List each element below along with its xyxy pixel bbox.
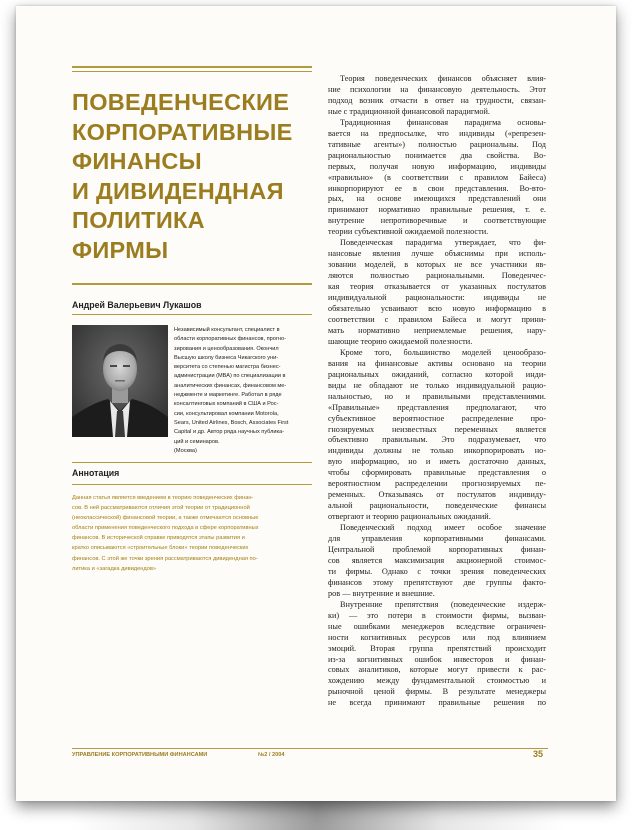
bio-line: Независимый консультант, специалист в — [174, 327, 280, 333]
abstract-line: литика и «загадка дивидендов» — [72, 565, 157, 572]
bio-line: администрации (МВА) по специализации в — [174, 373, 286, 380]
title-line: ФИНАНСЫ — [72, 148, 202, 174]
body-text-line: виды не обладают не только индивидуальной рацио- — [328, 380, 546, 390]
title-line: И ДИВИДЕНДНАЯ — [72, 177, 284, 204]
author-name: Андрей Валерьевич Лукашов — [72, 300, 202, 310]
body-text-line: ные ошибками менеджеров вследствие ограничен- — [328, 621, 546, 631]
body-text-line: мать нормативно неприемлемые решения, нару- — [328, 325, 546, 335]
body-text-line: альной рациональности, поведенческие финансы — [328, 501, 546, 511]
bio-line: неджменте и маркетинге. Работал в ряде — [174, 392, 282, 399]
abstract-line: области применения поведенческого подхода в сфере корпоративных — [72, 525, 259, 532]
body-text-line: вероятностном распределении прогнозируемых пе- — [328, 479, 546, 489]
bio-line: Высшую школу бизнеса Чикагского уни- — [174, 354, 279, 361]
body-text-line: тативные агенты») полностью рациональны. Под — [328, 139, 546, 149]
body-text-line: сов является максимизация акционерной стоимос- — [328, 555, 546, 565]
body-text-line: индивиды должны не только инкорпорировать но- — [328, 446, 546, 456]
body-text-line: ние психологии на финансовую деятельность. Этот — [328, 84, 546, 94]
title-line: ПОВЕДЕНЧЕСКИЕ — [72, 89, 290, 115]
body-text-line: теории субъективной ожидаемой полезности. — [328, 227, 489, 237]
body-text-line: рыночной ценой фирмы. В результате менеджеры — [328, 687, 546, 697]
body-text-line: соответствии с правилом Байеса и могут прини- — [328, 314, 546, 324]
body-text-line: инкорпорируют ее в свои представления. Во-вто- — [328, 183, 546, 193]
bio-line: ций и семинаров. — [174, 438, 220, 445]
abstract-line: (неоклассической) финансовой теории, а также отмечаются основные — [72, 515, 259, 522]
body-text-line: Поведенческий подход имеет особое значение — [340, 523, 546, 533]
title-line: ФИРМЫ — [72, 236, 169, 263]
body-text-line: из-за когнитивных ошибок инвесторов и финан- — [328, 654, 546, 664]
body-text-line: эмоций. Вторая группа препятствий происходит — [328, 643, 546, 653]
body-text-line: Кроме того, большинство моделей ценообразо- — [340, 347, 546, 357]
body-text-line: вается на предпосылке, что индивиды («репрезен- — [328, 128, 546, 138]
body-text-line: рых, на основе имеющихся представлений они — [328, 194, 546, 204]
abstract-line: сов. В ней рассматриваются отличия этой теории от традиционной — [72, 505, 250, 512]
annotation-rule — [72, 484, 312, 485]
body-text-line: внутренне непротиворечивые и соответствующие — [328, 216, 546, 226]
bio-line: области корпоративных финансов, прогно- — [174, 336, 286, 343]
abstract-text — [72, 493, 312, 574]
body-text-line: «правильно» (в соответствии с правилом Байеса) — [328, 172, 546, 182]
body-text-line: ности когнитивных ресурсов или под влиянием — [328, 632, 546, 642]
title-bottom-rule — [72, 283, 312, 285]
body-text-line: для управления корпоративными финансами. — [328, 534, 546, 544]
body-text-line: финансов этому препятствуют две группы факто- — [328, 577, 546, 587]
footer-rule — [72, 748, 548, 749]
footer-issue: №2 / 2004 — [258, 752, 285, 758]
bio-line: сии, консультировал компании Motorola, — [174, 410, 279, 417]
body-text-line: подход возник отчасти в ответ на трудности, связан- — [328, 95, 546, 105]
body-text-line: обязательно усваивают всю новую информацию в — [328, 304, 546, 314]
title-top-rule — [72, 66, 312, 68]
body-text-line: шающие теорию ожидаемой полезности. — [328, 336, 473, 346]
body-text-line: рациональностью понимается два свойства. Во- — [328, 150, 546, 160]
body-text-line: не всегда принимают правильные решения по — [328, 698, 546, 708]
bio-line: Capital и др. Автор ряда научных публика- — [174, 429, 285, 436]
annotation-top-rule — [72, 462, 312, 463]
abstract-line: финансов. С этой же точки зрения рассматриваются дивидендная по- — [72, 555, 258, 562]
body-text-line: принимают нормативно правильные решения, т. е. — [328, 205, 546, 215]
author-rule — [72, 314, 312, 315]
bio-line: зирования и ценообразования. Окончил — [174, 345, 279, 352]
body-text-line: зовании моделей, в которых не все участники яв- — [328, 260, 546, 270]
body-text-line: кая теория отказывается от указанных постулатов — [328, 282, 546, 292]
footer-journal-name: УПРАВЛЕНИЕ КОРПОРАТИВНЫМИ ФИНАНСАМИ — [72, 752, 208, 758]
body-text-line: Поведенческая парадигма утверждает, что фи- — [340, 238, 546, 248]
bio-line: Sears, United Airlines, Bosch, Associates First — [174, 419, 289, 426]
body-text-line: ров — внутренние и внешние. — [328, 588, 435, 598]
bio-line: аналитических финансах, финансовом ме- — [174, 382, 287, 389]
body-text-line: отвергают и теорию рациональных ожиданий. — [328, 512, 491, 522]
body-text-line: вания на финансовые активы основано на теории — [328, 358, 546, 368]
annotation-heading: Аннотация — [72, 468, 120, 478]
body-text-line: Традиционная финансовая парадигма основы- — [340, 117, 546, 127]
body-text-line: ки) — это потери в стоимости фирмы, вызван- — [328, 610, 546, 620]
body-text-line: рациональных ожиданий, согласно которой инди- — [328, 369, 546, 379]
article-title — [72, 88, 312, 265]
body-text-line: хождению между фундаментальной стоимостью и — [328, 676, 546, 686]
body-text-line: нальностью, но и правильными представлениями. — [328, 391, 546, 401]
abstract-line: кратко описываются «строительные блоки» теории поведенческих — [72, 545, 249, 552]
body-text-line: ти фирмы. Однако с точки зрения поведенческих — [328, 566, 546, 576]
page-number: 35 — [533, 749, 544, 759]
body-text-line: вую информацию, но и иметь достаточно данных, — [328, 457, 546, 467]
body-text-line: субъективное вероятностное распределение про- — [328, 413, 546, 423]
body-text-line: совых аналитиков, которые могут привести к рас- — [328, 665, 546, 675]
body-text-line: «Правильные» представления предполагают, что — [328, 402, 546, 412]
body-text-line: нансовые явления лучше объяснимы при исполь- — [328, 249, 546, 259]
body-text-line: гнозируемых неизвестных переменных является — [328, 424, 546, 434]
body-text-line: индивидуальной рациональности: индивиды не — [328, 293, 546, 303]
bio-line: верситета со степенью магистра бизнес- — [174, 364, 281, 371]
title-line: ПОЛИТИКА — [72, 207, 205, 233]
abstract-line: Данная статья является введением в теорию поведенческих финан- — [72, 495, 254, 501]
title-top-rule-thin — [72, 71, 312, 72]
abstract-line: финансов. В исторической справке приводятся этапы развития и — [72, 535, 245, 542]
author-portrait-image — [72, 325, 168, 437]
bio-line: (Москва) — [174, 447, 197, 454]
body-text-line: первых, получая новую информацию, индивиды — [328, 161, 546, 171]
bio-line: консалтинговых компаний в США и Рос- — [174, 401, 279, 408]
body-text-line: ные с традиционной финансовой парадигмой. — [328, 106, 490, 116]
body-text-line: Внутренние препятствия (поведенческие издерж- — [340, 599, 546, 609]
body-text-line: ременных. Отказываясь от постулатов индивиду- — [328, 490, 546, 500]
author-photo — [72, 325, 168, 437]
body-text-line: Центральной проблемой корпоративных финан- — [328, 544, 546, 554]
title-line: КОРПОРАТИВНЫЕ — [72, 118, 293, 145]
author-bio — [174, 326, 312, 456]
body-text-line: ляются полностью рациональными. Поведенчес- — [328, 271, 546, 281]
body-text-line: чтобы сформировать правильные представления о — [328, 468, 546, 478]
body-text-line: Теория поведенческих финансов объясняет влия- — [340, 74, 546, 83]
body-text-line: объективно правильным. Это подразумевает, что — [328, 435, 546, 445]
article-body-column — [328, 74, 546, 709]
